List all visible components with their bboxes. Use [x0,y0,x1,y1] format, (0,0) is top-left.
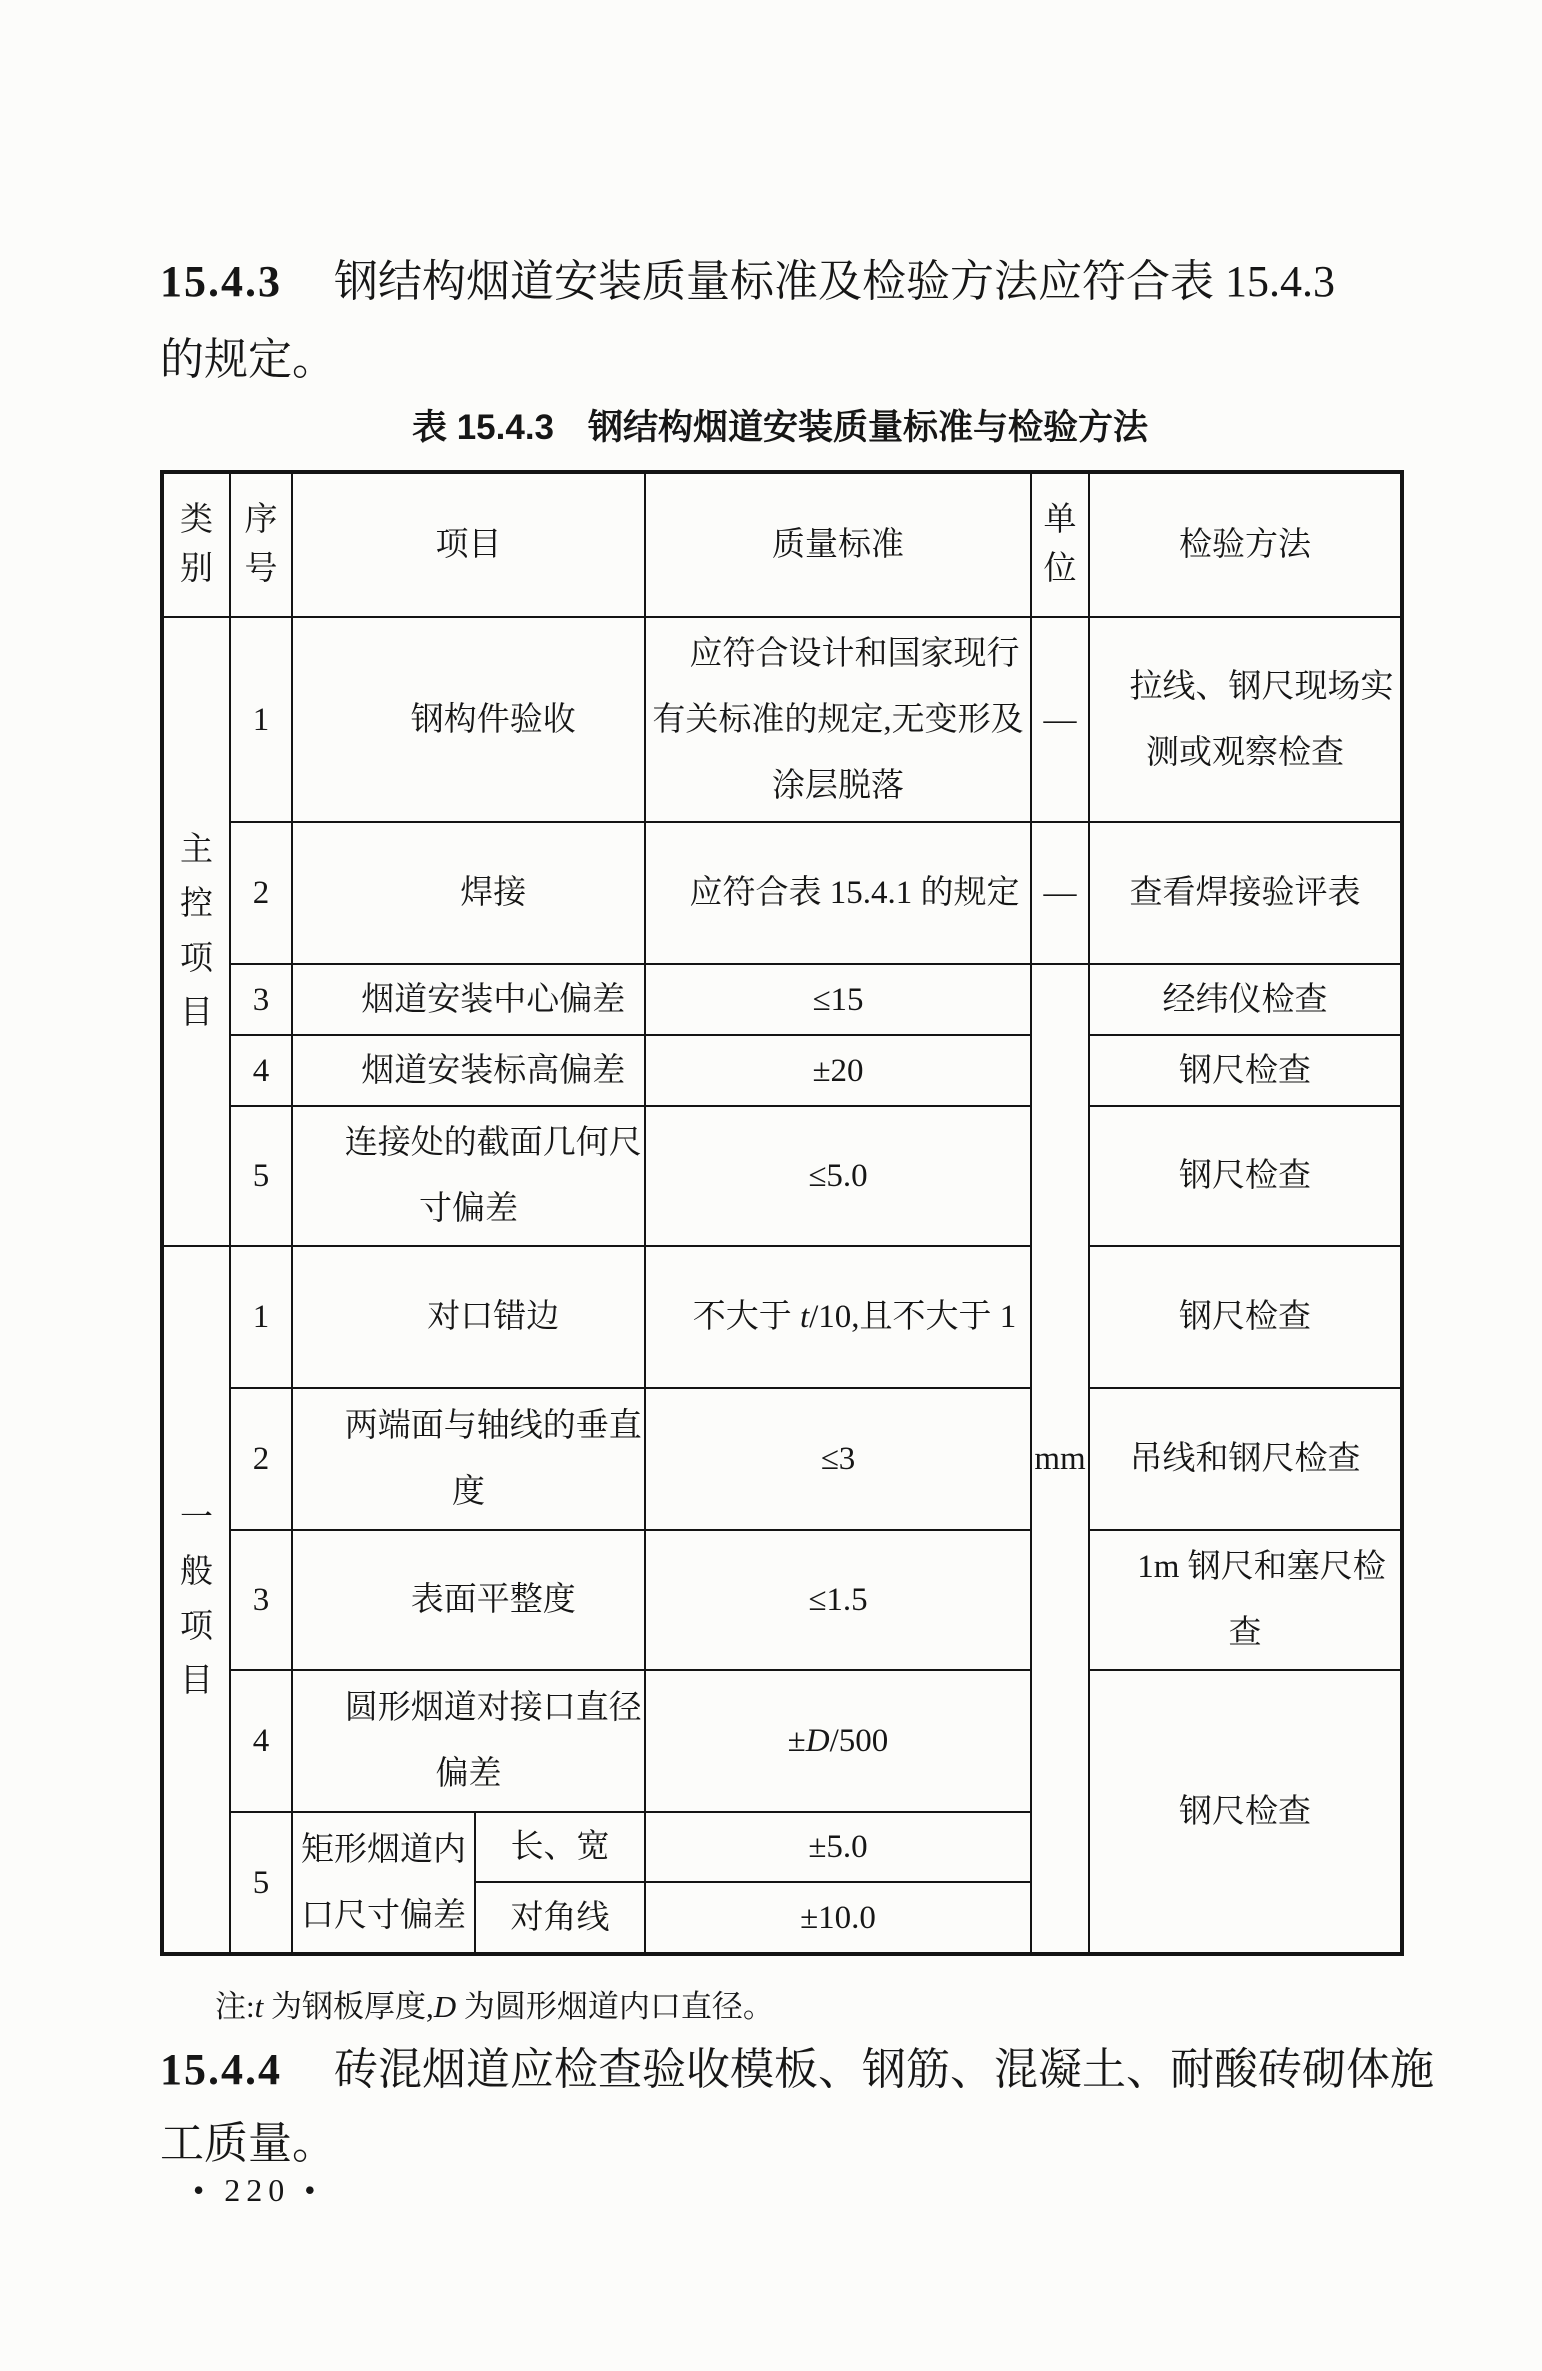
table-row [162,1388,1402,1530]
table-row [162,1106,1402,1246]
table-caption-number: 表 15.4.3 [411,408,555,447]
section-15-4-4-line1 [160,2044,1434,2097]
section-15-4-4-number: 15.4.4 [160,2045,282,2094]
cell-seq: 3 [230,964,292,1035]
header-seq: 序号 [230,472,292,617]
cell-seq: 2 [230,822,292,964]
header-standard: 质量标准 [645,472,1031,617]
table-row [162,617,1402,822]
cell-item: 表面平整度 [292,1530,645,1670]
cell-item: 焊接 [292,822,645,964]
cell-seq: 1 [230,617,292,822]
cell-item: 钢构件验收 [292,617,645,822]
table-row [162,1035,1402,1106]
header-category: 类别 [162,472,230,617]
cell-method: 吊线和钢尺检查 [1089,1388,1402,1530]
page-number: • 220 • [193,2172,322,2208]
header-unit: 单位 [1031,472,1089,617]
cell-seq: 5 [230,1812,292,1954]
cell-standard: 不大于 t/10,且不大于 1 [645,1246,1031,1388]
section-15-4-3-line1 [160,256,1405,309]
header-item: 项目 [292,472,645,617]
cell-unit-shared: mm [1031,964,1089,1954]
cell-standard: ≤3 [645,1388,1031,1530]
cell-seq: 3 [230,1530,292,1670]
cell-method: 1m 钢尺和塞尺检查 [1089,1530,1402,1670]
cell-method: 经纬仪检查 [1089,964,1402,1035]
section-15-4-4-line2: 工质量。 [160,2119,336,2168]
table-row [162,822,1402,964]
cell-subitem: 对角线 [475,1882,645,1954]
cell-item: 烟道安装中心偏差 [292,964,645,1035]
section-15-4-4-text: 砖混烟道应检查验收模板、钢筋、混凝土、耐酸砖砌体施 [334,2045,1434,2094]
cell-seq: 4 [230,1035,292,1106]
cell-item: 两端面与轴线的垂直度 [292,1388,645,1530]
cell-method: 钢尺检查 [1089,1246,1402,1388]
cell-standard: ±5.0 [645,1812,1031,1882]
section-15-4-3-line2: 的规定。 [160,335,336,384]
cell-unit: — [1031,617,1089,822]
cell-method-shared: 钢尺检查 [1089,1670,1402,1954]
table-caption [160,400,1400,450]
header-method: 检验方法 [1089,472,1402,617]
table-row [162,1670,1402,1812]
cell-method: 拉线、钢尺现场实测或观察检查 [1089,617,1402,822]
cell-item: 连接处的截面几何尺寸偏差 [292,1106,645,1246]
cell-item: 矩形烟道内口尺寸偏差 [292,1812,475,1954]
cell-standard: 应符合表 15.4.1 的规定 [645,822,1031,964]
cell-seq: 5 [230,1106,292,1246]
table-row [162,964,1402,1035]
cell-seq: 4 [230,1670,292,1812]
section-15-4-3-text: 钢结构烟道安装质量标准及检验方法应符合表 15.4.3 [334,257,1335,306]
cell-standard: ≤5.0 [645,1106,1031,1246]
cell-method: 查看焊接验评表 [1089,822,1402,964]
cell-standard: ≤15 [645,964,1031,1035]
cell-standard: ≤1.5 [645,1530,1031,1670]
table-row [162,1530,1402,1670]
cell-standard: ±10.0 [645,1882,1031,1954]
cell-subitem: 长、宽 [475,1812,645,1882]
group-label-main: 主控项目 [162,617,230,1246]
cell-method: 钢尺检查 [1089,1035,1402,1106]
cell-item: 烟道安装标高偏差 [292,1035,645,1106]
cell-seq: 1 [230,1246,292,1388]
cell-standard: 应符合设计和国家现行有关标准的规定,无变形及涂层脱落 [645,617,1031,822]
cell-method: 钢尺检查 [1089,1106,1402,1246]
cell-item: 圆形烟道对接口直径偏差 [292,1670,645,1812]
table-row [162,1246,1402,1388]
table-header-row [162,472,1402,617]
section-15-4-3-number: 15.4.3 [160,257,282,306]
quality-standards-table [160,470,1404,1956]
cell-item: 对口错边 [292,1246,645,1388]
cell-standard: ±D/500 [645,1670,1031,1812]
group-label-general: 一般项目 [162,1246,230,1954]
table-caption-text: 钢结构烟道安装质量标准与检验方法 [588,408,1149,447]
cell-unit: — [1031,822,1089,964]
cell-seq: 2 [230,1388,292,1530]
table-note: 注:t 为钢板厚度,D 为圆形烟道内口直径。 [215,1989,774,2024]
cell-standard: ±20 [645,1035,1031,1106]
